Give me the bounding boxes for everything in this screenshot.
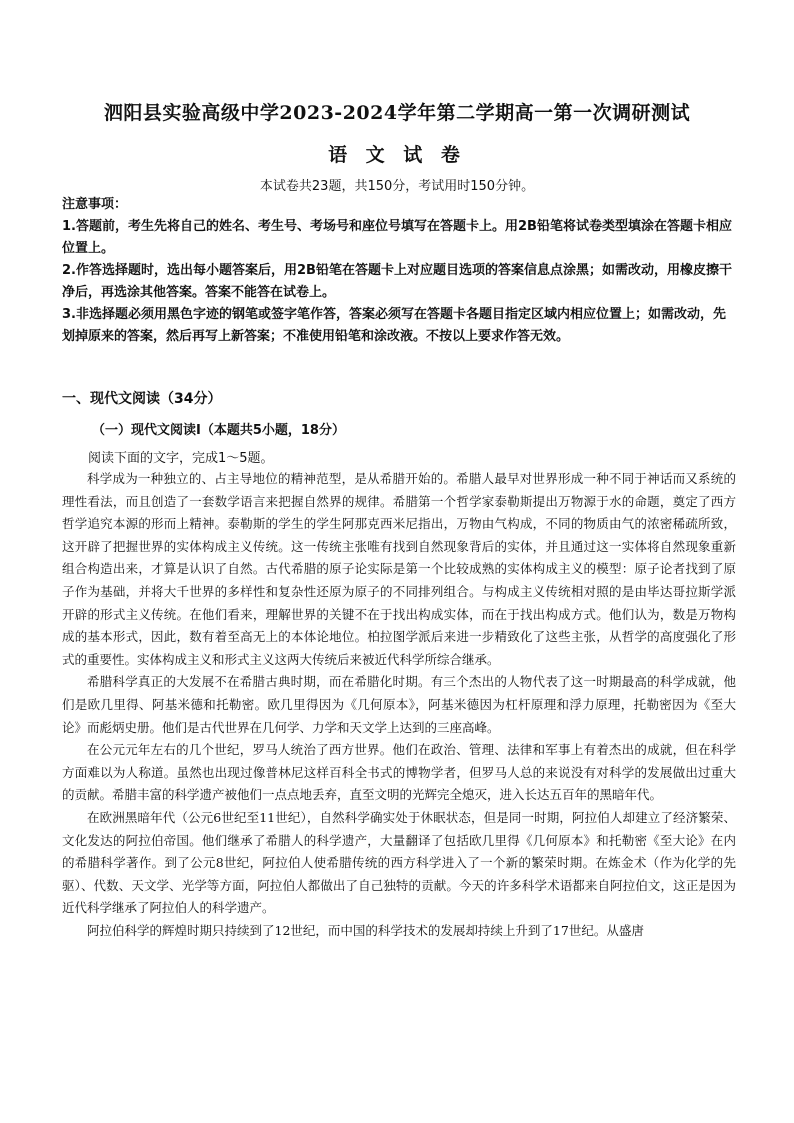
notice-block [62,194,736,348]
reading-passage [62,468,736,942]
passage-paragraph-2: 希腊科学真正的大发展不在希腊古典时期，而在希腊化时期。有三个杰出的人物代表了这一时期最高的科学成就，他们是欧几里得、阿基米德和托勒密。欧几里得因为《几何原本》，阿基米德因为杠杆原理和浮力原理，托勒密因为《至大论》而彪炳史册。他们是古代世界在几何学、力学和天文学上达到的三座高峰。 [62,674,736,735]
section-subheading: （一）现代文阅读Ⅰ（本题共5小题，18分） [92,423,345,438]
passage-paragraph-3: 在公元元年左右的几个世纪，罗马人统治了西方世界。他们在政治、管理、法律和军事上有着杰出的成就，但在科学方面难以为人称道。虽然也出现过像普林尼这样百科全书式的博物学者，但罗马人总的来说没有对科学的发展做出过重大的贡献。希腊丰富的科学遗产被他们一点点地丢弃，直至文明的光辉完全熄灭，进入长达五百年的黑暗年代。 [62,742,736,803]
exam-meta: 本试卷共23题，共150分，考试用时150分钟。 [259,179,535,194]
notice-item-1: 1.答题前，考生先将自己的姓名、考生号、考场号和座位号填写在答题卡上。用2B铅笔将试卷类型填涂在答题卡相应位置上。 [62,219,732,256]
passage-paragraph-4: 在欧洲黑暗年代（公元6世纪至11世纪），自然科学确实处于休眠状态，但是同一时期，阿拉伯人却建立了经济繁荣、文化发达的阿拉伯帝国。他们继承了希腊人的科学遗产，大量翻译了包括欧几里得《几何原本》和托勒密《至大论》在内的希腊科学著作。到了公元8世纪，阿拉伯人使希腊传统的西方科学进入了一个新的繁荣时期。在炼金术（作为化学的先驱）、代数、天文学、光学等方面，阿拉伯人都做出了自己独特的贡献。今天的许多科学术语都来自阿拉伯文，这正是因为近代科学继承了阿拉伯人的科学遗产。 [62,809,736,916]
exam-subtitle: 语 文 试 卷 [328,144,466,166]
passage-paragraph-5: 阿拉伯科学的辉煌时期只持续到了12世纪，而中国的科学技术的发展却持续上升到了17世纪。从盛唐 [87,922,644,938]
notice-item-3: 3.非选择题必须用黑色字迹的钢笔或签字笔作答，答案必须写在答题卡各题目指定区域内相应位置上；如需改动，先划掉原来的答案，然后再写上新答案；不准使用铅笔和涂改液。不按以上要求作答无效。 [62,307,726,344]
section-heading: 一、现代文阅读（34分） [62,391,222,407]
notice-heading: 注意事项： [62,197,128,212]
reading-instruction: 阅读下面的文字，完成1～5题。 [88,451,274,466]
passage-paragraph-1: 科学成为一种独立的、占主导地位的精神范型，是从希腊开始的。希腊人最早对世界形成一种不同于神话而又系统的理性看法，而且创造了一套数学语言来把握自然界的规律。希腊第一个哲学家泰勒斯提出万物源于水的命题，奠定了西方哲学追究本源的形而上精神。泰勒斯的学生的学生阿那克西米尼指出，万物由气构成，不同的物质由气的浓密稀疏所致，这开辟了把握世界的实体构成主义传统。这一传统主张唯有找到自然现象背后的实体，并且通过这一实体将自然现象重新组合构造出来，才算是认识了自然。古代希腊的原子论实际是第一个比较成熟的实体构成主义的模型：原子论者找到了原子作为基础，并将大千世界的多样性和复杂性还原为原子的不同排列组合。与构成主义传统相对照的是由毕达哥拉斯学派开辟的形式主义传统。在他们看来，理解世界的关键不在于找出构成实体，而在于找出构成方式。他们认为，数是万物构成的基本形式，因此，数有着至高无上的本体论地位。柏拉图学派后来进一步精致化了这些主张，从哲学的高度强化了形式的重要性。实体构成主义和形式主义这两大传统后来被近代科学所综合继承。 [62,471,736,667]
exam-title: 泗阳县实验高级中学2023-2024学年第二学期高一第一次调研测试 [103,102,691,124]
notice-item-2: 2.作答选择题时，选出每小题答案后，用2B铅笔在答题卡上对应题目选项的答案信息点涂黑；如需改动，用橡皮擦干净后，再选涂其他答案。答案不能答在试卷上。 [62,263,732,300]
